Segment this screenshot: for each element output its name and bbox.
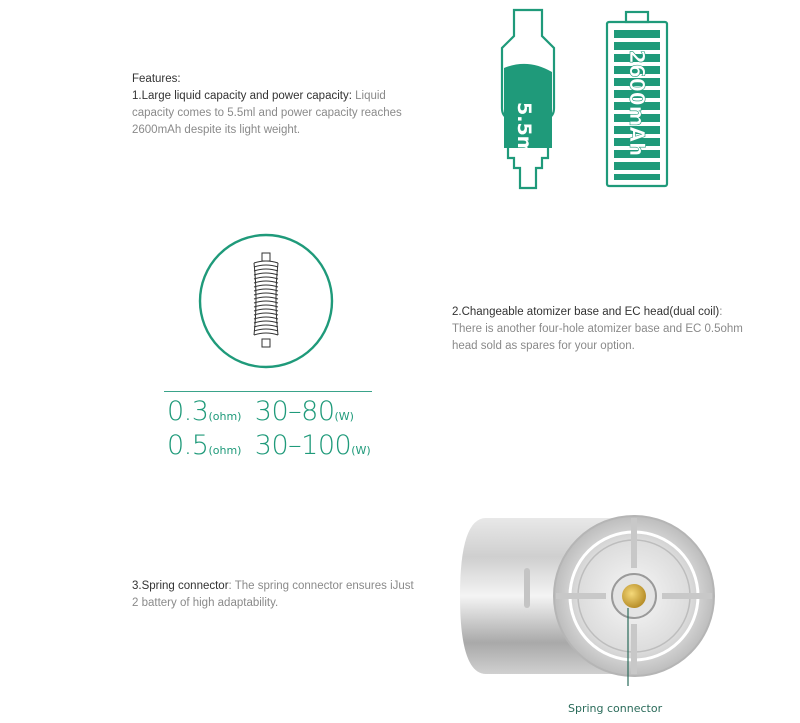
spec-2-power-unit: (W) — [351, 444, 371, 457]
features-heading: Features: — [132, 73, 181, 85]
battery-device-image — [456, 508, 720, 686]
spec-row-1 — [167, 396, 354, 427]
feature-3-title: 3.Spring connector — [132, 580, 229, 592]
tank-icon — [498, 8, 558, 190]
feature-2-body: : There is another four-hole atomizer base and EC 0.5ohm head sold as spares for your option. — [452, 306, 743, 352]
spec-1-power-unit: (W) — [334, 410, 354, 423]
spec-row-2 — [167, 430, 371, 461]
battery-icon — [604, 10, 670, 188]
feature-2-title: 2.Changeable atomizer base and EC head(dual coil) — [452, 306, 720, 318]
feature-1-text — [132, 71, 422, 139]
feature-1-title: 1.Large liquid capacity and power capacity: — [132, 90, 352, 102]
coil-icon — [198, 233, 334, 369]
feature-2-text — [452, 304, 752, 355]
spec-1-power: 30–80 — [254, 396, 335, 427]
tank-capacity-label: 5.5ml — [513, 102, 535, 162]
battery-capacity-label: 2600mAh — [625, 50, 649, 157]
spec-2-resistance: 0.5 — [167, 430, 209, 461]
feature-1-body: Liquid capacity comes to 5.5ml and power capacity reaches 2600mAh despite its light weight. — [132, 90, 402, 136]
spec-2-power: 30–100 — [254, 430, 352, 461]
spec-divider — [164, 391, 372, 392]
spec-2-res-unit: (ohm) — [208, 444, 242, 457]
feature-3-body: : The spring connector ensures iJust 2 battery of high adaptability. — [132, 580, 414, 609]
spec-1-res-unit: (ohm) — [208, 410, 242, 423]
feature-3-text — [132, 578, 422, 612]
spring-connector-label: Spring connector — [568, 702, 663, 715]
spring-connector-pin — [622, 584, 646, 608]
spec-1-resistance: 0.3 — [167, 396, 209, 427]
